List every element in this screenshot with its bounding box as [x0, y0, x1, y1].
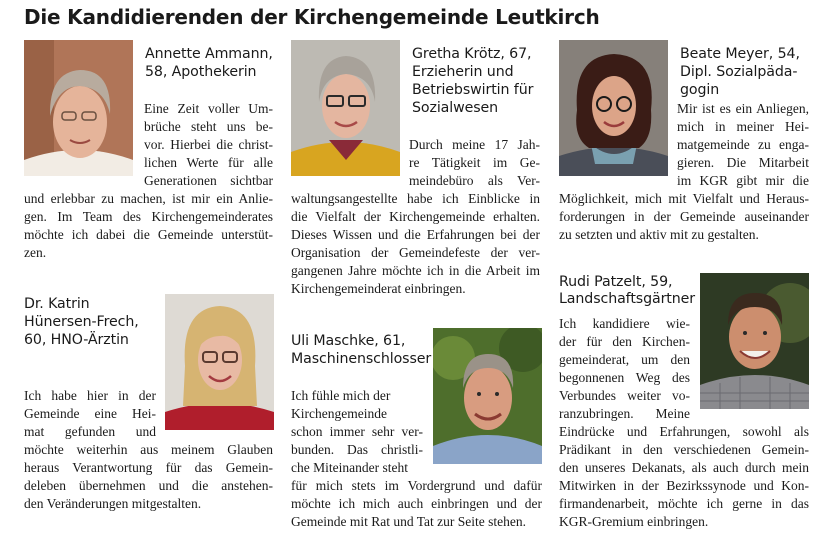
- statement-line: gangenen Jahre möchte ich in die Arbeit im: [291, 263, 540, 278]
- statement-line: bunden. Das christli-: [291, 442, 423, 457]
- portrait-man-checked-shirt-icon: [700, 273, 809, 409]
- statement-line: begonnenen Weg des: [559, 370, 690, 385]
- statement-line: mich in meiner Hei-: [677, 119, 809, 134]
- statement-line: Kirchengemeinde: [291, 406, 387, 421]
- statement-line: forderungen in der Gemeinde auseinander: [559, 209, 809, 224]
- statement-line: schon immer sehr ver-: [291, 424, 423, 439]
- statement-line: vor. Hierbei die christ-: [144, 137, 273, 152]
- candidate-name-line: 60, HNO-Ärztin: [24, 332, 129, 348]
- statement-line: Kirchengemeinderat einbringen.: [291, 281, 466, 296]
- statement-line: Gemeinde eine Hei-: [24, 406, 156, 421]
- candidate-photo-gretha-kroetz: [291, 40, 400, 176]
- portrait-woman-blonde-glasses-icon: [165, 294, 274, 430]
- candidate-name-line: Gretha Krötz, 67,: [412, 46, 532, 62]
- statement-line: matgemeinde zu enga-: [677, 137, 809, 152]
- candidate-name-line: Hünersen-Frech,: [24, 314, 139, 330]
- statement-line: re Tätigkeit im Ge-: [409, 155, 540, 170]
- statement-line: Ich habe hier in der: [24, 388, 156, 403]
- statement-line: brüche steht uns be-: [144, 119, 273, 134]
- portrait-woman-short-grey-hair-icon: [24, 40, 133, 176]
- statement-line: Ich fühle mich der: [291, 388, 391, 403]
- candidate-name-line: Betriebswirtin für: [412, 82, 534, 98]
- candidate-name-line: 58, Apothekerin: [145, 64, 257, 80]
- statement-line: die Vielfalt der Kirchengemeinde erhalten.: [291, 209, 540, 224]
- statement-line: gemeinderat, um den: [559, 352, 690, 367]
- statement-line: Eine Zeit voller Um-: [144, 101, 273, 116]
- statement-line: Organisation der Gemeindefeste der ver-: [291, 245, 540, 260]
- statement-line: Ich kandidiere wie-: [559, 316, 690, 331]
- statement-line: möchte weiterhin aus meinem Glauben: [24, 442, 273, 457]
- candidate-name-line: Dr. Katrin: [24, 296, 90, 312]
- candidate-photo-uli-maschke: [433, 328, 542, 464]
- statement-line: deleben übernehmen und die anstehen-: [24, 478, 273, 493]
- statement-line: mat gefunden und: [24, 424, 156, 439]
- statement-line: KGR-Gremium einbringen.: [559, 514, 709, 529]
- statement-line: gieren. Die Mitarbeit: [677, 155, 809, 170]
- statement-line: Prädikant in den verschiedenen Gemein-: [559, 442, 809, 457]
- statement-line: zu setzten und aktiv mit zu gestalten.: [559, 227, 759, 242]
- statement-line: im KGR gibt mir die: [677, 173, 809, 188]
- candidate-photo-annette-ammann: [24, 40, 133, 176]
- candidate-name-line: Annette Ammann,: [145, 46, 273, 62]
- statement-line: lichen Werte für alle: [144, 155, 273, 170]
- statement-line: Generationen sichtbar: [144, 173, 273, 188]
- candidate-name-line: Erzieherin und: [412, 64, 514, 80]
- candidate-name-line: Rudi Patzelt, 59,: [559, 274, 673, 290]
- statement-line: Verbundes weiter vo-: [559, 388, 690, 403]
- statement-line: der für den Kirchen-: [559, 334, 690, 349]
- statement-line: Gemeinde mit Rat und Tat zur Seite stehen.: [291, 514, 526, 529]
- statement-line: und erlebbar zu machen, ist mir ein Anlie-: [24, 191, 273, 206]
- portrait-man-green-background-icon: [433, 328, 542, 464]
- portrait-woman-curly-hair-glasses-icon: [559, 40, 668, 176]
- statement-line: Dieses Wissen und die Erfahrungen bei der: [291, 227, 540, 242]
- candidate-photo-rudi-patzelt: [700, 273, 809, 409]
- candidate-name-line: Dipl. Sozialpäda-: [680, 64, 798, 80]
- page-title: Die Kandidierenden der Kirchengemeinde Leutkirch: [24, 5, 600, 29]
- statement-line: für mich stets im Vordergrund und dafür: [291, 478, 542, 493]
- candidate-name-line: Maschinenschlosser: [291, 351, 432, 367]
- statement-line: möchte ich mich auch einbringen und der: [291, 496, 542, 511]
- statement-line: den Veränderungen mitgestalten.: [24, 496, 202, 511]
- candidate-name-line: Uli Maschke, 61,: [291, 333, 406, 349]
- candidate-photo-katrin-huenersen-frech: [165, 294, 274, 430]
- statement-line: Mir ist es ein Anliegen,: [677, 101, 809, 116]
- statement-line: meindebüro als Ver-: [409, 173, 540, 188]
- statement-line: gen. Im Team des Kirchengemeinderates: [24, 209, 273, 224]
- statement-line: ranzubringen. Meine: [559, 406, 690, 421]
- candidate-name-line: Landschaftsgärtner: [559, 291, 696, 307]
- statement-line: Durch meine 17 Jah-: [409, 137, 540, 152]
- candidate-photo-beate-meyer: [559, 40, 668, 176]
- candidate-name-line: Beate Meyer, 54,: [680, 46, 800, 62]
- statement-line: firmandenarbeit, möchte ich gerne in das: [559, 496, 809, 511]
- statement-line: Mitwirken in der Bezirkssynode und Kon-: [559, 478, 809, 493]
- statement-line: den unseres Dekanats, als auch durch mein: [559, 460, 809, 475]
- statement-line: Möglichkeit, mich mit Vielfalt und Heraus-: [559, 191, 809, 206]
- statement-line: zen.: [24, 245, 47, 260]
- statement-line: waltungsangestellte habe ich Einblicke in: [291, 191, 540, 206]
- candidate-name-line: gogin: [680, 82, 720, 98]
- statement-line: möchte ich dabei die Gemeinde unterstüt-: [24, 227, 273, 242]
- statement-line: che Miteinander steht: [291, 460, 408, 475]
- statement-line: heraus Verantwortung für das Gemein-: [24, 460, 273, 475]
- statement-line: Eindrücke und Erfahrungen, sowohl als: [559, 424, 809, 439]
- portrait-woman-glasses-yellow-sweater-icon: [291, 40, 400, 176]
- candidate-name-line: Sozialwesen: [412, 100, 499, 116]
